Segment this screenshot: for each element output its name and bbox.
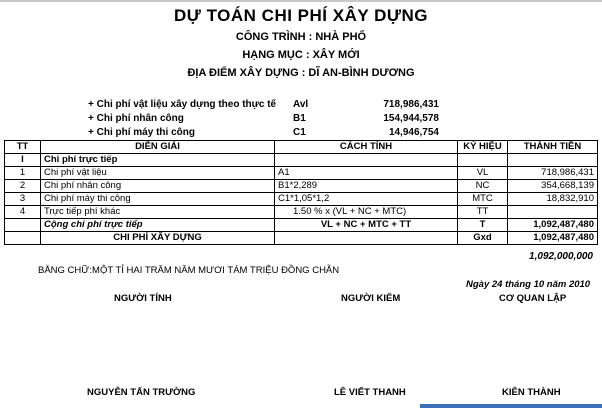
header-amount: THÀNH TIỀN — [508, 141, 598, 154]
cell-amount: 1,092,487,480 — [508, 232, 598, 245]
summary-label-material: + Chi phí vật liệu xây dựng theo thực tế — [88, 99, 277, 110]
cell-tt — [5, 232, 41, 245]
cell-amount — [508, 154, 598, 167]
cell-description: Chi phí vật liệu — [41, 167, 275, 180]
category-line: HẠNG MỤC : XÂY MỚI — [242, 49, 360, 61]
cell-formula: C1*1,05*1,2 — [275, 193, 458, 206]
location-line: ĐỊA ĐIỂM XÂY DỰNG : DĨ AN-BÌNH DƯƠNG — [187, 67, 415, 79]
estimate-table — [4, 140, 598, 245]
summary-label-machine: + Chi phí máy thi công — [88, 127, 195, 138]
summary-code-labor: B1 — [293, 113, 306, 124]
name-agency: KIÊN THÀNH — [502, 387, 561, 398]
header-description: DIỄN GIẢI — [41, 141, 275, 154]
cell-symbol: Gxd — [458, 232, 508, 245]
summary-code-machine: C1 — [293, 127, 306, 138]
cell-formula: B1*2,289 — [275, 180, 458, 193]
cell-amount: 1,092,487,480 — [508, 219, 598, 232]
cell-description: Chi phí máy thi công — [41, 193, 275, 206]
table-header-row — [5, 141, 598, 154]
summary-label-labor: + Chi phí nhân công — [88, 113, 184, 124]
header-tt: TT — [5, 141, 41, 154]
cell-symbol: MTC — [458, 193, 508, 206]
document-date: Ngày 24 tháng 10 năm 2010 — [466, 279, 591, 290]
summary-code-material: Avl — [293, 99, 309, 110]
cell-tt: 2 — [5, 180, 41, 193]
cell-symbol: NC — [458, 180, 508, 193]
cell-description: CHI PHÍ XÂY DỰNG — [41, 232, 275, 245]
cell-description: Cộng chi phí trực tiếp — [41, 219, 275, 232]
cell-formula: VL + NC + MTC + TT — [275, 219, 458, 232]
cell-tt: 4 — [5, 206, 41, 219]
cell-amount: 18,832,910 — [508, 193, 598, 206]
summary-value-machine: 14,946,754 — [388, 127, 439, 138]
table-row — [5, 193, 598, 206]
name-calculator: NGUYỄN TẤN TRƯỜNG — [87, 387, 196, 398]
cell-tt — [5, 219, 41, 232]
cell-tt: 3 — [5, 193, 41, 206]
table-row — [5, 219, 598, 232]
table-row — [5, 167, 598, 180]
project-line: CÔNG TRÌNH : NHÀ PHỐ — [235, 31, 367, 43]
cell-description: Chi phí nhân công — [41, 180, 275, 193]
summary-value-material: 718,986,431 — [383, 99, 439, 110]
document-title: DỰ TOÁN CHI PHÍ XÂY DỰNG — [174, 6, 428, 25]
header-formula: CÁCH TÍNH — [275, 141, 458, 154]
name-checker: LÊ VIẾT THANH — [334, 387, 406, 398]
cell-formula: 1.50 % x (VL + NC + MTC) — [275, 206, 458, 219]
cell-amount — [508, 206, 598, 219]
role-checker: NGƯỜI KIỂM — [341, 293, 401, 304]
table-row-total — [5, 232, 598, 245]
summary-value-labor: 154,944,578 — [383, 113, 439, 124]
rounded-total: 1,092,000,000 — [529, 251, 593, 262]
cell-symbol: T — [458, 219, 508, 232]
cell-formula — [275, 154, 458, 167]
cell-formula — [275, 232, 458, 245]
cell-symbol: VL — [458, 167, 508, 180]
header-symbol: KÝ HIỆU — [458, 141, 508, 154]
role-agency: CƠ QUAN LẬP — [499, 293, 567, 304]
cell-tt: I — [5, 154, 41, 167]
table-row — [5, 206, 598, 219]
cell-description: Trực tiếp phí khác — [41, 206, 275, 219]
cell-amount: 354,668,139 — [508, 180, 598, 193]
table-row — [5, 180, 598, 193]
cell-formula: A1 — [275, 167, 458, 180]
cell-symbol: TT — [458, 206, 508, 219]
role-calculator: NGƯỜI TÍNH — [114, 293, 172, 304]
cell-amount: 718,986,431 — [508, 167, 598, 180]
bottom-scroll-bar — [420, 404, 602, 408]
top-edge — [0, 0, 602, 2]
amount-in-words: BẰNG CHỮ:MỘT TỈ HAI TRĂM NĂM MƯƠI TÁM TRIỆU ĐỒNG CHẴN — [38, 265, 340, 276]
cell-tt: 1 — [5, 167, 41, 180]
cell-description: Chi phí trực tiếp — [41, 154, 275, 167]
table-row — [5, 154, 598, 167]
cell-symbol — [458, 154, 508, 167]
